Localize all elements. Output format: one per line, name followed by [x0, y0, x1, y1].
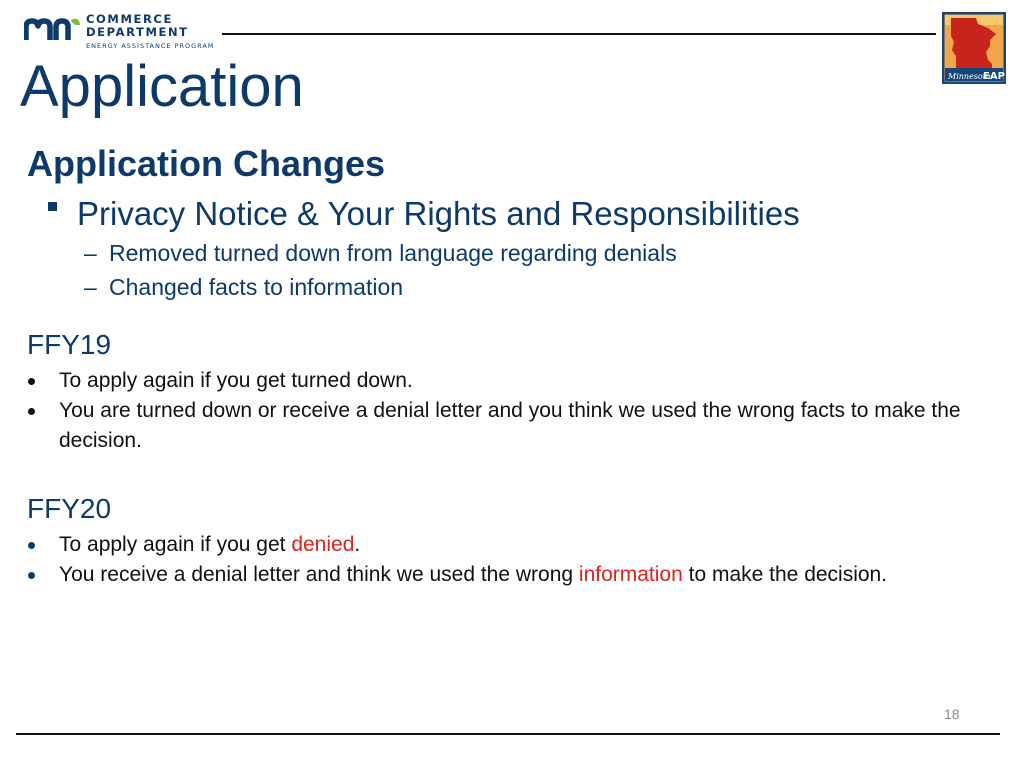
- level2-bullet: [84, 274, 403, 302]
- dash-bullet-icon: –: [84, 274, 97, 300]
- highlighted-word: information: [578, 563, 683, 586]
- ffy19-list: [24, 366, 984, 456]
- eap-badge-bold-text: EAP: [983, 71, 1005, 82]
- logo-line-program: ENERGY ASSISTANCE PROGRAM: [86, 42, 215, 50]
- ffy19-heading: FFY19: [27, 329, 112, 360]
- logo-line-department: DEPARTMENT: [86, 25, 189, 39]
- list-item: [24, 396, 984, 456]
- bullet-dot-icon: [28, 378, 35, 385]
- dash-bullet-icon: –: [84, 240, 97, 266]
- logo-line-commerce: COMMERCE: [86, 12, 173, 26]
- level2-bullet-text: Removed turned down from language regarding denials: [109, 240, 677, 266]
- level2-bullet-text: Changed facts to information: [109, 274, 404, 300]
- bullet-dot-icon: [28, 408, 35, 415]
- header-divider: [222, 33, 936, 35]
- minnesota-eap-logo-icon: [942, 12, 1006, 84]
- square-bullet-icon: [48, 202, 57, 211]
- list-item-text-after: to make the decision.: [682, 563, 888, 586]
- page-title: Application: [20, 54, 304, 119]
- list-item: [24, 530, 984, 560]
- level1-bullet-text: Privacy Notice & Your Rights and Responsibilities: [77, 195, 800, 232]
- list-item-text-before: To apply again if you get: [59, 533, 292, 556]
- commerce-department-logo: [24, 14, 224, 54]
- level2-bullet: [84, 240, 677, 268]
- bullet-dot-icon: [28, 572, 35, 579]
- page-number: 18: [944, 706, 960, 722]
- list-item: [24, 366, 984, 396]
- list-item: [24, 560, 984, 590]
- level1-bullet: [48, 196, 800, 232]
- section-heading: Application Changes: [27, 143, 386, 184]
- list-item-text: To apply again if you get turned down.: [59, 369, 413, 392]
- mn-logo-icon: [24, 16, 82, 42]
- ffy20-heading: FFY20: [27, 493, 112, 524]
- ffy20-list: [24, 530, 984, 590]
- eap-badge-script-text: Minnesota: [948, 72, 991, 81]
- bullet-dot-icon: [28, 542, 35, 549]
- highlighted-word: denied: [291, 533, 355, 556]
- list-item-text-before: You receive a denial letter and think we used the wrong: [59, 563, 579, 586]
- list-item-text-after: .: [354, 533, 361, 556]
- list-item-text: You are turned down or receive a denial letter and you think we used the wrong facts to make the decision.: [59, 399, 961, 452]
- footer-divider: [16, 733, 1000, 735]
